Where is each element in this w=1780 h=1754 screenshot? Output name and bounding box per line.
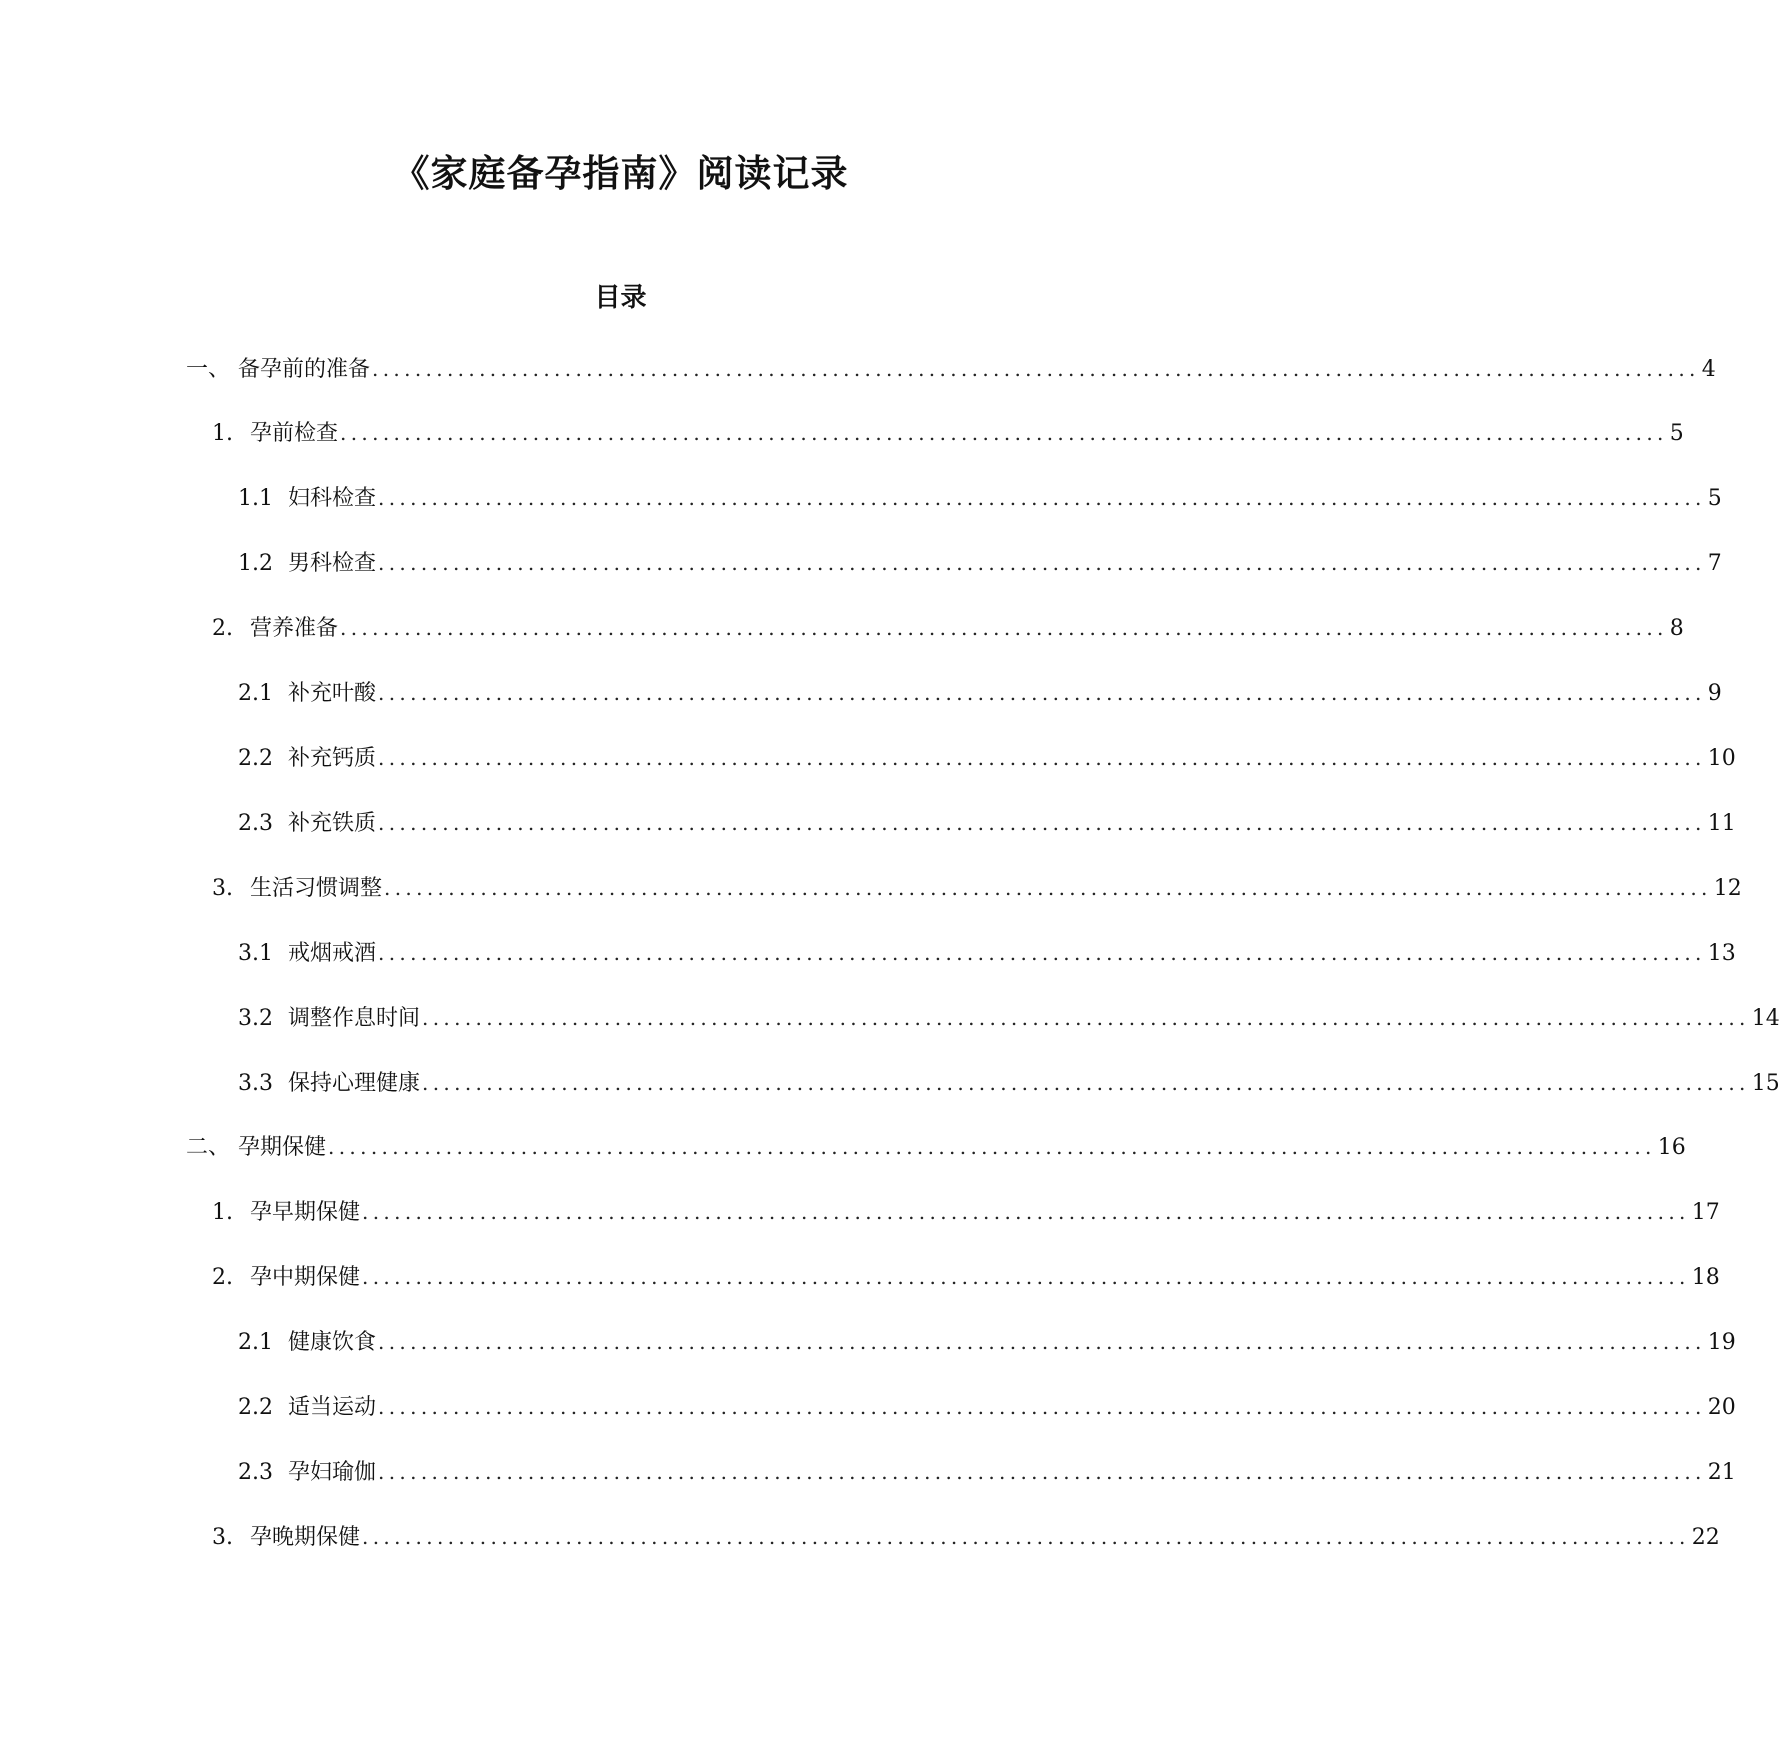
toc-dot-leader: ............................................................................................................................: [378, 1330, 1706, 1354]
toc-entry-number: 2.1: [238, 1330, 273, 1355]
toc-dot-leader: ............................................................................................................................: [378, 746, 1706, 770]
toc-dot-leader: ............................................................................................................................: [378, 1395, 1706, 1419]
toc-entry-title: 孕晚期保健: [250, 1525, 361, 1550]
toc-entry-section-1[interactable]: [212, 418, 1684, 448]
toc-entry-subsection-2-1[interactable]: [238, 678, 1722, 708]
toc-dot-leader: ............................................................................................................................: [378, 486, 1706, 510]
toc-entry-title: 适当运动: [288, 1395, 377, 1420]
toc-dot-leader: ............................................................................................................................: [378, 811, 1706, 835]
toc-entry-number: 3.: [212, 876, 233, 901]
toc-heading: 目录: [594, 283, 647, 313]
toc-dot-leader: ............................................................................................................................: [378, 681, 1706, 705]
toc-entry-title: 调整作息时间: [288, 1006, 421, 1031]
toc-dot-leader: ............................................................................................................................: [378, 1460, 1706, 1484]
document-title: 《家庭备孕指南》阅读记录: [392, 151, 849, 195]
toc-entry-title: 补充叶酸: [288, 681, 377, 706]
toc-entry-number: 2.2: [238, 746, 273, 771]
toc-entry-number: 二、: [186, 1135, 231, 1160]
toc-entry-subsection-1-2[interactable]: [238, 548, 1722, 578]
toc-page-number: 20: [1707, 1395, 1736, 1420]
toc-entry-subsection-1-1[interactable]: [238, 483, 1722, 513]
toc-entry-section-1-early[interactable]: [212, 1197, 1720, 1227]
toc-dot-leader: ............................................................................................................................: [422, 1006, 1750, 1030]
toc-page-number: 19: [1707, 1330, 1736, 1355]
toc-dot-leader: ............................................................................................................................: [422, 1071, 1750, 1095]
toc-entry-title: 保持心理健康: [288, 1071, 421, 1096]
toc-page-number: 17: [1691, 1200, 1720, 1225]
toc-page-number: 5: [1669, 421, 1684, 446]
toc-page-number: 18: [1691, 1265, 1720, 1290]
toc-dot-leader: ............................................................................................................................: [362, 1525, 1690, 1549]
toc-dot-leader: ............................................................................................................................: [384, 876, 1712, 900]
toc-dot-leader: ............................................................................................................................: [340, 616, 1668, 640]
toc-entry-subsection-3-1[interactable]: [238, 938, 1736, 968]
toc-page-number: 13: [1707, 941, 1736, 966]
toc-entry-number: 2.: [212, 616, 233, 641]
toc-entry-number: 2.: [212, 1265, 233, 1290]
toc-entry-title: 孕期保健: [238, 1135, 327, 1160]
toc-entry-number: 2.3: [238, 1460, 273, 1485]
toc-entry-section-3-late[interactable]: [212, 1522, 1720, 1552]
toc-page-number: 9: [1707, 681, 1722, 706]
toc-page-number: 14: [1751, 1006, 1780, 1031]
toc-entry-title: 孕妇瑜伽: [288, 1460, 377, 1485]
toc-entry-title: 男科检查: [288, 551, 377, 576]
toc-entry-number: 2.3: [238, 811, 273, 836]
toc-entry-number: 1.: [212, 421, 233, 446]
toc-entry-section-3[interactable]: [212, 873, 1742, 903]
toc-entry-subsection-2-3[interactable]: [238, 808, 1736, 838]
toc-entry-subsection-3-2[interactable]: [238, 1003, 1780, 1033]
toc-entry-subsection-2-2[interactable]: [238, 743, 1736, 773]
toc-entry-number: 3.: [212, 1525, 233, 1550]
toc-entry-title: 妇科检查: [288, 486, 377, 511]
toc-entry-number: 2.2: [238, 1395, 273, 1420]
toc-entry-title: 补充铁质: [288, 811, 377, 836]
toc-entry-subsection-2-2-exercise[interactable]: [238, 1392, 1736, 1422]
toc-entry-title: 备孕前的准备: [238, 357, 371, 382]
toc-entry-section-2[interactable]: [212, 613, 1684, 643]
toc-page-number: 5: [1707, 486, 1722, 511]
toc-page-number: 7: [1707, 551, 1722, 576]
toc-entry-title: 生活习惯调整: [250, 876, 383, 901]
toc-dot-leader: ............................................................................................................................: [378, 551, 1706, 575]
toc-page-number: 16: [1657, 1135, 1686, 1160]
toc-dot-leader: ............................................................................................................................: [340, 421, 1668, 445]
toc-dot-leader: ............................................................................................................................: [372, 357, 1700, 381]
toc-entry-chapter-2[interactable]: [186, 1132, 1686, 1162]
toc-entry-number: 1.1: [238, 486, 273, 511]
toc-entry-title: 孕前检查: [250, 421, 339, 446]
toc-dot-leader: ............................................................................................................................: [362, 1200, 1690, 1224]
toc-entry-title: 孕中期保健: [250, 1265, 361, 1290]
toc-entry-number: 3.2: [238, 1006, 273, 1031]
toc-page-number: 11: [1707, 811, 1736, 836]
toc-page-number: 10: [1707, 746, 1736, 771]
toc-dot-leader: ............................................................................................................................: [378, 941, 1706, 965]
toc-page-number: 4: [1701, 357, 1716, 382]
toc-dot-leader: ............................................................................................................................: [328, 1135, 1656, 1159]
toc-entry-subsection-2-1-diet[interactable]: [238, 1327, 1736, 1357]
toc-page-number: 22: [1691, 1525, 1720, 1550]
toc-entry-subsection-2-3-yoga[interactable]: [238, 1457, 1736, 1487]
toc-entry-subsection-3-3[interactable]: [238, 1068, 1780, 1098]
toc-entry-number: 3.3: [238, 1071, 273, 1096]
toc-entry-title: 健康饮食: [288, 1330, 377, 1355]
toc-entry-title: 戒烟戒酒: [288, 941, 377, 966]
toc-page-number: 15: [1751, 1071, 1780, 1096]
toc-entry-chapter-1[interactable]: [186, 354, 1716, 384]
toc-dot-leader: ............................................................................................................................: [362, 1265, 1690, 1289]
toc-entry-number: 一、: [186, 357, 231, 382]
toc-entry-title: 营养准备: [250, 616, 339, 641]
toc-entry-title: 补充钙质: [288, 746, 377, 771]
toc-entry-title: 孕早期保健: [250, 1200, 361, 1225]
toc-page-number: 21: [1707, 1460, 1736, 1485]
toc-entry-number: 1.: [212, 1200, 233, 1225]
toc-entry-number: 3.1: [238, 941, 273, 966]
toc-entry-section-2-mid[interactable]: [212, 1262, 1720, 1292]
toc-page-number: 8: [1669, 616, 1684, 641]
toc-entry-number: 2.1: [238, 681, 273, 706]
toc-entry-number: 1.2: [238, 551, 273, 576]
toc-page-number: 12: [1713, 876, 1742, 901]
